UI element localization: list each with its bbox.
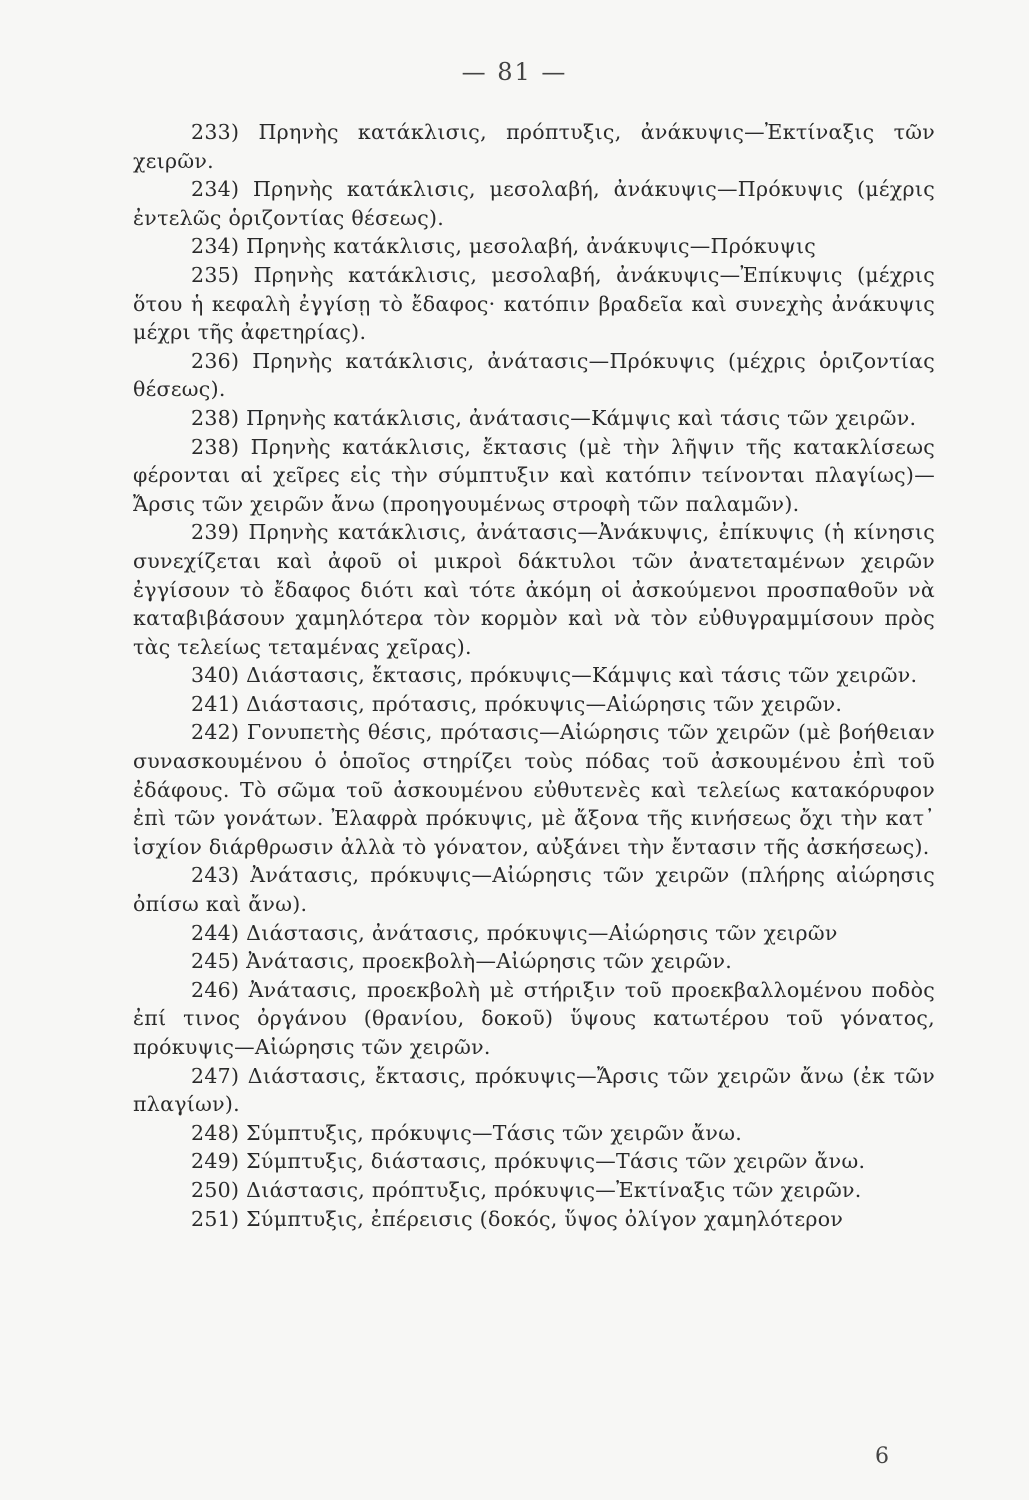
entry-246: 246) Ἀνάτασις, προεκβολὴ μὲ στήριξιν τοῦ προεκβαλλομένου ποδὸς ἐπί τινος ὀργάνου (θρανίου, δοκοῦ) ὕψους κατωτέρου τοῦ γόνατος, πρόκυψις—Αἰώρησις τῶν χειρῶν. [133, 977, 935, 1059]
entry-250: 250) Διάστασις, πρόπτυξις, πρόκυψις—Ἐκτίναξις τῶν χειρῶν. [191, 1177, 862, 1202]
entry-248: 248) Σύμπτυξις, πρόκυψις—Τάσις τῶν χειρῶν ἄνω. [191, 1120, 743, 1145]
page-number-top: — 81 — [461, 58, 568, 86]
entry-251: 251) Σύμπτυξις, ἐπέρεισις (δοκός, ὕψος ὀλίγον χαμηλότερον [191, 1206, 844, 1231]
entry-238a: 238) Πρηνὴς κατάκλισις, ἀνάτασις—Κάμψις καὶ τάσις τῶν χειρῶν. [191, 405, 917, 430]
entry-239: 239) Πρηνὴς κατάκλισις, ἀνάτασις—Ἀνάκυψις, ἐπίκυψις (ἡ κίνησις συνεχίζεται καὶ ἀφοῦ οἱ μικροὶ δάκτυλοι τῶν ἀνατεταμένων χειρῶν ἐγγίσουν τὸ ἔδαφος διότι καὶ τότε ἀκόμη οἱ ἀσκούμενοι προσπαθοῦν νὰ καταβιβάσουν χαμηλότερα τὸν κορμὸν καὶ νὰ τὸν εὐθυγραμμίσουν πρὸς τὰς τελείως τεταμένας χεῖρας). [133, 520, 935, 659]
entry-243: 243) Ἀνάτασις, πρόκυψις—Αἰώρησις τῶν χειρῶν (πλήρης αἰώρησις ὀπίσω καὶ ἄνω). [133, 863, 935, 917]
entry-238b: 238) Πρηνὴς κατάκλισις, ἔκτασις (μὲ τὴν λῆψιν τῆς κατακλίσεως φέρονται αἱ χεῖρες εἰς τὴν σύμπτυξιν καὶ κατόπιν τείνονται πλαγίως)—Ἄρσις τῶν χειρῶν ἄνω (προηγουμένως στροφὴ τῶν παλαμῶν). [133, 434, 935, 516]
entry-235: 235) Πρηνὴς κατάκλισις, μεσολαβή, ἀνάκυψις—Ἐπίκυψις (μέχρις ὅτου ἡ κεφαλὴ ἐγγίσῃ τὸ ἔδαφος· κατόπιν βραδεῖα καὶ συνεχὴς ἀνάκυψις μέχρι τῆς ἀφετηρίας). [133, 262, 935, 345]
entry-234a: 234) Πρηνὴς κατάκλισις, μεσολαβή, ἀνάκυψις—Πρόκυψις (μέχρις ἐντελῶς ὁριζοντίας θέσεως). [133, 177, 935, 230]
entry-340: 340) Διάστασις, ἔκτασις, πρόκυψις—Κάμψις καὶ τάσις τῶν χειρῶν. [191, 663, 918, 688]
entry-233: 233) Πρηνὴς κατάκλισις, πρόπτυξις, ἀνάκυψις—Ἐκτίναξις τῶν χειρῶν. [133, 120, 935, 173]
entry-234b: 234) Πρηνὴς κατάκλισις, μεσολαβή, ἀνάκυψις—Πρόκυψις [191, 234, 817, 259]
entry-241: 241) Διάστασις, πρότασις, πρόκυψις—Αἰώρησις τῶν χειρῶν. [191, 691, 843, 716]
text-body [133, 118, 935, 1233]
entry-242: 242) Γονυπετὴς θέσις, πρότασις—Αἰώρησις τῶν χειρῶν (μὲ βοήθειαν συνασκουμένου ὁ ὁποῖος στηρίζει τοὺς πόδας τοῦ ἀσκουμένου ἐπὶ τοῦ ἐδάφους. Τὸ σῶμα τοῦ ἀσκουμένου εὐθυτενὲς καὶ τελείως κατακόρυφον ἐπὶ τῶν γονάτων. Ἐλαφρὰ πρόκυψις, μὲ ἄξονα τῆς κινήσεως ὄχι τὴν κατ᾽ ἰσχίον διάρθρωσιν ἀλλὰ τὸ γόνατον, αὐξάνει τὴν ἔντασιν τῆς ἀσκήσεως). [133, 720, 935, 859]
entry-236: 236) Πρηνὴς κατάκλισις, ἀνάτασις—Πρόκυψις (μέχρις ὁριζοντίας θέσεως). [133, 348, 935, 402]
entry-247: 247) Διάστασις, ἔκτασις, πρόκυψις—Ἄρσις τῶν χειρῶν ἄνω (ἐκ τῶν πλαγίων). [133, 1063, 935, 1117]
entry-245: 245) Ἀνάτασις, προεκβολὴ—Αἰώρησις τῶν χειρῶν. [191, 949, 733, 974]
entry-244: 244) Διάστασις, ἀνάτασις, πρόκυψις—Αἰώρησις τῶν χειρῶν [191, 920, 838, 945]
page-number-bottom: 6 [875, 1444, 889, 1469]
entry-249: 249) Σύμπτυξις, διάστασις, πρόκυψις—Τάσις τῶν χειρῶν ἄνω. [191, 1149, 866, 1174]
